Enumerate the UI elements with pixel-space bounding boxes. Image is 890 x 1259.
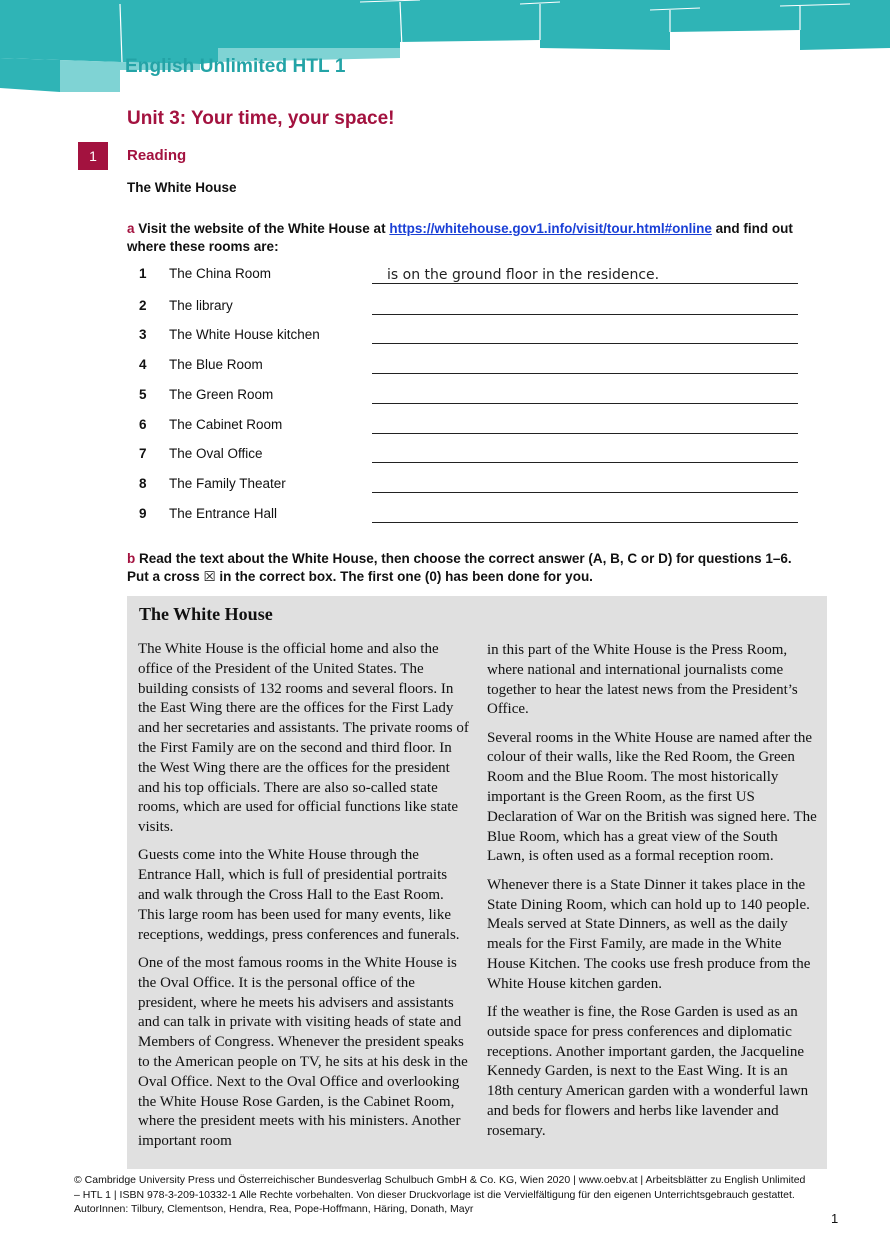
room-name: The Cabinet Room <box>169 417 283 432</box>
instruction-b <box>127 550 807 586</box>
header-decoration <box>0 0 890 100</box>
whitehouse-tour-link[interactable]: https://whitehouse.gov1.info/visit/tour.html#online <box>389 221 712 236</box>
reading-paragraph: If the weather is fine, the Rose Garden is used as an outside space for press conferences and diplomatic receptions. Another important garden, the Jacqueline Kennedy Garden, is next to the East Wing. It is an 18th century American garden with a wonderful lawn and beds for flowers and herbs like lavender and rosemary. <box>487 1004 809 1139</box>
room-number: 1 <box>139 266 147 281</box>
answer-line <box>372 462 798 463</box>
answer-line <box>372 373 798 374</box>
room-number: 5 <box>139 387 147 402</box>
room-number: 8 <box>139 476 147 491</box>
reading-paragraph: in this part of the White House is the Press Room, where national and international journalists come together to hear the latest news from the President’s Office. <box>487 642 798 718</box>
reading-paragraph: Several rooms in the White House are named after the colour of their walls, like the Red Room, the Green Room and the Blue Room. The most historically important is the Green Room, as the first US Declaration of War on the British was signed here. The Blue Room, which has a great view of the South Lawn, is often used as a formal reception room. <box>487 729 817 865</box>
page-number: 1 <box>831 1211 839 1226</box>
room-name: The White House kitchen <box>169 327 320 342</box>
reading-text-panel <box>127 596 827 1169</box>
reading-paragraph: One of the most famous rooms in the White House is the Oval Office. It is the personal office of the president, where he meets his advisers and assistants and can talk in private with visiting heads of state and Members of Congress. Whenever the president speaks to the American people on TV, he sits at his desk in the Oval Office. Next to the Oval Office and overlooking the White House Rose Garden, is the Cabinet Room, where the president meets with his ministers. Another important room <box>138 954 468 1150</box>
section-title: Reading <box>127 147 187 164</box>
brand-number: 1 <box>334 56 346 77</box>
reading-paragraph: The White House is the official home and also the office of the President of the United States. The building consists of 132 rooms and several floors. In the East Wing there are the offices for the First Lady and her secretaries and assistants. The private rooms of the First Family are on the second and third floor. In the West Wing there are the offices for the president and his top officials. There are also so-called state rooms, which are used for official functions like state visits. <box>138 641 469 836</box>
instruction-b-letter: b <box>127 551 136 566</box>
room-name: The Family Theater <box>169 476 286 491</box>
instruction-a-letter: a <box>127 221 135 236</box>
room-row <box>127 353 807 375</box>
answer-line <box>372 283 798 284</box>
room-row <box>127 383 807 405</box>
reading-paragraph: Whenever there is a State Dinner it takes place in the State Dining Room, which can hold up to 140 people. Meals served at State Dinners, as well as the daily meals for the First Family, are made in the White House Kitchen. The cooks use fresh produce from the White House kitchen garden. <box>487 876 811 992</box>
room-row <box>127 262 807 284</box>
room-number: 7 <box>139 446 147 461</box>
reading-paragraph: Guests come into the White House through the Entrance Hall, which is full of presidential portraits and walk through the Cross Hall to the East Room. This large room has been used for many events, like receptions, weddings, press conferences and funerals. <box>138 847 460 943</box>
answer-line <box>372 433 798 434</box>
room-name: The Oval Office <box>169 446 263 461</box>
reading-title: The White House <box>139 604 273 624</box>
room-number: 3 <box>139 327 147 342</box>
room-number: 4 <box>139 357 147 372</box>
instruction-b-line1: Read the text about the White House, then choose the correct answer (A, B, C or D) for questions 1–6. <box>139 551 792 566</box>
room-name: The Entrance Hall <box>169 506 278 521</box>
copyright-footer <box>74 1173 814 1217</box>
room-answer-field[interactable]: is on the ground floor in the residence. <box>387 267 660 283</box>
room-number: 2 <box>139 298 147 313</box>
answer-line <box>372 343 798 344</box>
room-number: 9 <box>139 506 147 521</box>
reading-column-left <box>138 640 470 1160</box>
reading-column-right <box>487 641 817 1150</box>
room-row <box>127 294 807 316</box>
answer-line <box>372 522 798 523</box>
answer-line <box>372 314 798 315</box>
instruction-a-text-after: and find out where these rooms are: <box>127 221 793 254</box>
unit-title: Unit 3: Your time, your space! <box>127 108 395 129</box>
room-name: The China Room <box>169 266 272 281</box>
room-number: 6 <box>139 417 147 432</box>
room-row <box>127 323 807 345</box>
room-row <box>127 413 807 435</box>
instruction-a <box>127 220 807 256</box>
room-row <box>127 442 807 464</box>
copyright-text: © Cambridge University Press und Österreichischer Bundesverlag Schulbuch GmbH & Co. KG, Wien 2020 | www.oebv.at | Arbeitsblätter zu English Unlimited – HTL 1 | ISBN 978-3-209-10332-1 Alle Rechte vorbehalten. Von dieser Druckvorlage ist die Vervielfältigung für den eigenen Unterrichtsgebrauch gestattet. <box>74 1174 806 1201</box>
authors-text: AutorInnen: Tilbury, Clementson, Hendra, Rea, Pope-Hoffmann, Häring, Donath, Mayr <box>74 1203 474 1215</box>
exercise-subtitle: The White House <box>127 180 237 195</box>
exercise-number-badge: 1 <box>78 142 108 170</box>
answer-line <box>372 492 798 493</box>
room-name: The library <box>169 298 233 313</box>
room-name: The Blue Room <box>169 357 263 372</box>
brand-title <box>125 56 345 78</box>
answer-line <box>372 403 798 404</box>
room-name: The Green Room <box>169 387 274 402</box>
instruction-b-line2: Put a cross ☒ in the correct box. The first one (0) has been done for you. <box>127 569 593 584</box>
instruction-a-text-before: Visit the website of the White House at <box>138 221 386 236</box>
room-row <box>127 502 807 524</box>
room-row <box>127 472 807 494</box>
brand-name: English Unlimited HTL <box>125 56 330 77</box>
